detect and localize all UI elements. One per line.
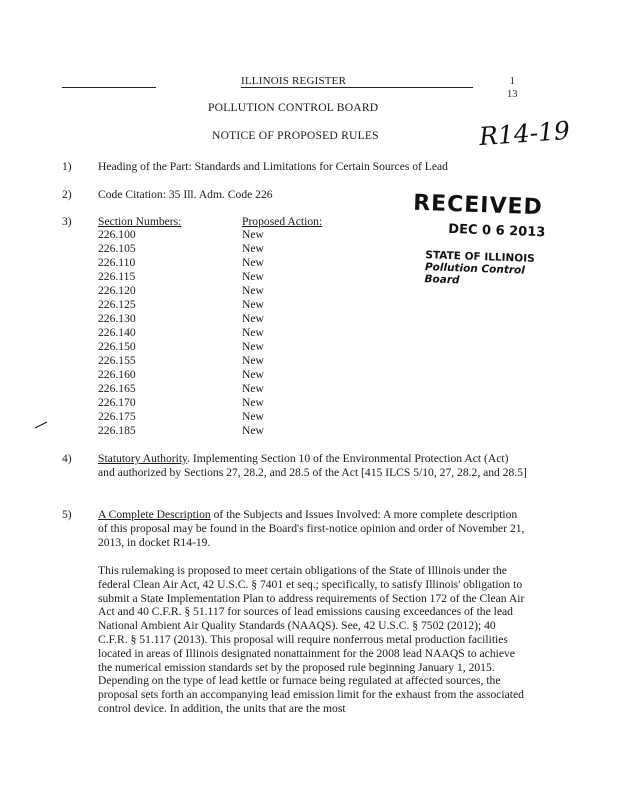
- section-number: 226.160: [98, 368, 136, 381]
- proposed-action: New: [242, 284, 264, 297]
- section-number: 226.130: [98, 312, 136, 325]
- proposed-action: New: [242, 340, 264, 353]
- section-number: 226.110: [98, 256, 136, 269]
- section-numbers-heading: Section Numbers:: [98, 215, 182, 228]
- section-number: 226.170: [98, 396, 136, 409]
- proposed-action: New: [242, 326, 264, 339]
- section-number: 226.165: [98, 382, 136, 395]
- table-row: [98, 312, 278, 326]
- header-left-rule: [62, 87, 156, 88]
- section-number: 226.150: [98, 340, 136, 353]
- table-row: [98, 354, 278, 368]
- issue-number: 13: [507, 89, 518, 100]
- item-4-number: 4): [62, 452, 72, 465]
- section-number: 226.185: [98, 424, 136, 437]
- item-2-text: Code Citation: 35 Ill. Adm. Code 226: [98, 188, 273, 201]
- received-stamp-board: Pollution Control Board: [424, 261, 526, 287]
- page-number: 1: [509, 76, 515, 87]
- received-stamp-state: STATE OF ILLINOIS: [425, 249, 535, 265]
- table-row: [98, 298, 278, 312]
- proposed-action-heading: Proposed Action:: [242, 215, 323, 228]
- item-5-body-paragraph: This rulemaking is proposed to meet certain obligations of the State of Illinois under the federal Clean Air Act, 42 U.S.C. § 7401 et seq.; specifically, to satisfy Illinois' obligation to submit a State Implementation Plan to address requirements of Section 172 of the Clean Air Act and 40 C.F.R. § 51.117 for sources of lead emissions causing exceedances of the lead National Ambient Air Quality Standards (NAAQS). See, 42 U.S.C. § 7502 (2012); 40 C.F.R. § 51.117 (2013). This proposal will require nonferrous metal production facilities located in areas of Illinois designated nonattainment for the 2008 lead NAAQS to achieve the numerical emission standards set by the proposed rule beginning January 1, 2015. Depending on the type of lead kettle or furnace being regulated at affected sources, the proposal sets forth an accompanying lead emission limit for the exhaust from the associated control device. In addition, the units that are the most: [98, 564, 525, 715]
- table-row: [98, 410, 278, 424]
- notice-title: NOTICE OF PROPOSED RULES: [212, 129, 379, 142]
- item-5-number: 5): [62, 508, 72, 521]
- page-number-block: [507, 75, 518, 101]
- received-stamp-date: DEC 0 6 2013: [448, 221, 546, 241]
- item-5-paragraph: [98, 508, 528, 549]
- item-2-number: 2): [62, 188, 72, 201]
- proposed-action: New: [242, 410, 264, 423]
- proposed-action: New: [242, 382, 264, 395]
- proposed-action: New: [242, 354, 264, 367]
- item-4-label: Statutory Authority: [98, 452, 188, 465]
- table-row: [98, 326, 278, 340]
- proposed-action: New: [242, 368, 264, 381]
- handwritten-docket-number: R14-19: [478, 115, 571, 152]
- proposed-action: New: [242, 424, 264, 437]
- proposed-action: New: [242, 396, 264, 409]
- table-row: [98, 340, 278, 354]
- table-row: [98, 396, 278, 410]
- item-3-number: 3): [62, 215, 72, 228]
- table-row: [98, 242, 278, 256]
- section-number: 226.115: [98, 270, 136, 283]
- section-number: 226.125: [98, 298, 136, 311]
- proposed-action: New: [242, 228, 264, 241]
- received-stamp-title: RECEIVED: [412, 190, 544, 221]
- table-row: [98, 368, 278, 382]
- item-5-label: A Complete Description: [98, 508, 211, 521]
- section-number: 226.100: [98, 228, 136, 241]
- item-4-paragraph: [98, 452, 528, 480]
- section-number: 226.155: [98, 354, 136, 367]
- table-row: [98, 256, 278, 270]
- section-number: 226.140: [98, 326, 136, 339]
- proposed-action: New: [242, 298, 264, 311]
- proposed-action: New: [242, 312, 264, 325]
- proposed-action: New: [242, 256, 264, 269]
- section-number: 226.105: [98, 242, 136, 255]
- table-row: [98, 284, 278, 298]
- pen-mark-icon: [34, 421, 48, 430]
- board-name: POLLUTION CONTROL BOARD: [208, 101, 379, 114]
- received-stamp: [410, 191, 548, 286]
- table-row: [98, 270, 278, 284]
- table-row: [98, 382, 278, 396]
- section-number: 226.120: [98, 284, 136, 297]
- register-title: ILLINOIS REGISTER: [241, 75, 473, 88]
- item-1-number: 1): [62, 160, 72, 173]
- item-4-text: . Implementing Section 10 of the Environmental Protection Act (Act) and authorized by Sections 27, 28.2, and 28.5 of the Act [415 ILCS 5/10, 27, 28.2, and 28.5]: [98, 452, 527, 479]
- item-5-text: of the Subjects and Issues Involved: A more complete description of this proposal may be found in the Board's first-notice opinion and order of November 21, 2013, in docket R14-19.: [98, 508, 525, 549]
- proposed-action: New: [242, 270, 264, 283]
- table-row: [98, 228, 278, 242]
- section-number: 226.175: [98, 410, 136, 423]
- proposed-action: New: [242, 242, 264, 255]
- item-1-text: Heading of the Part: Standards and Limitations for Certain Sources of Lead: [98, 160, 448, 173]
- table-row: [98, 424, 278, 438]
